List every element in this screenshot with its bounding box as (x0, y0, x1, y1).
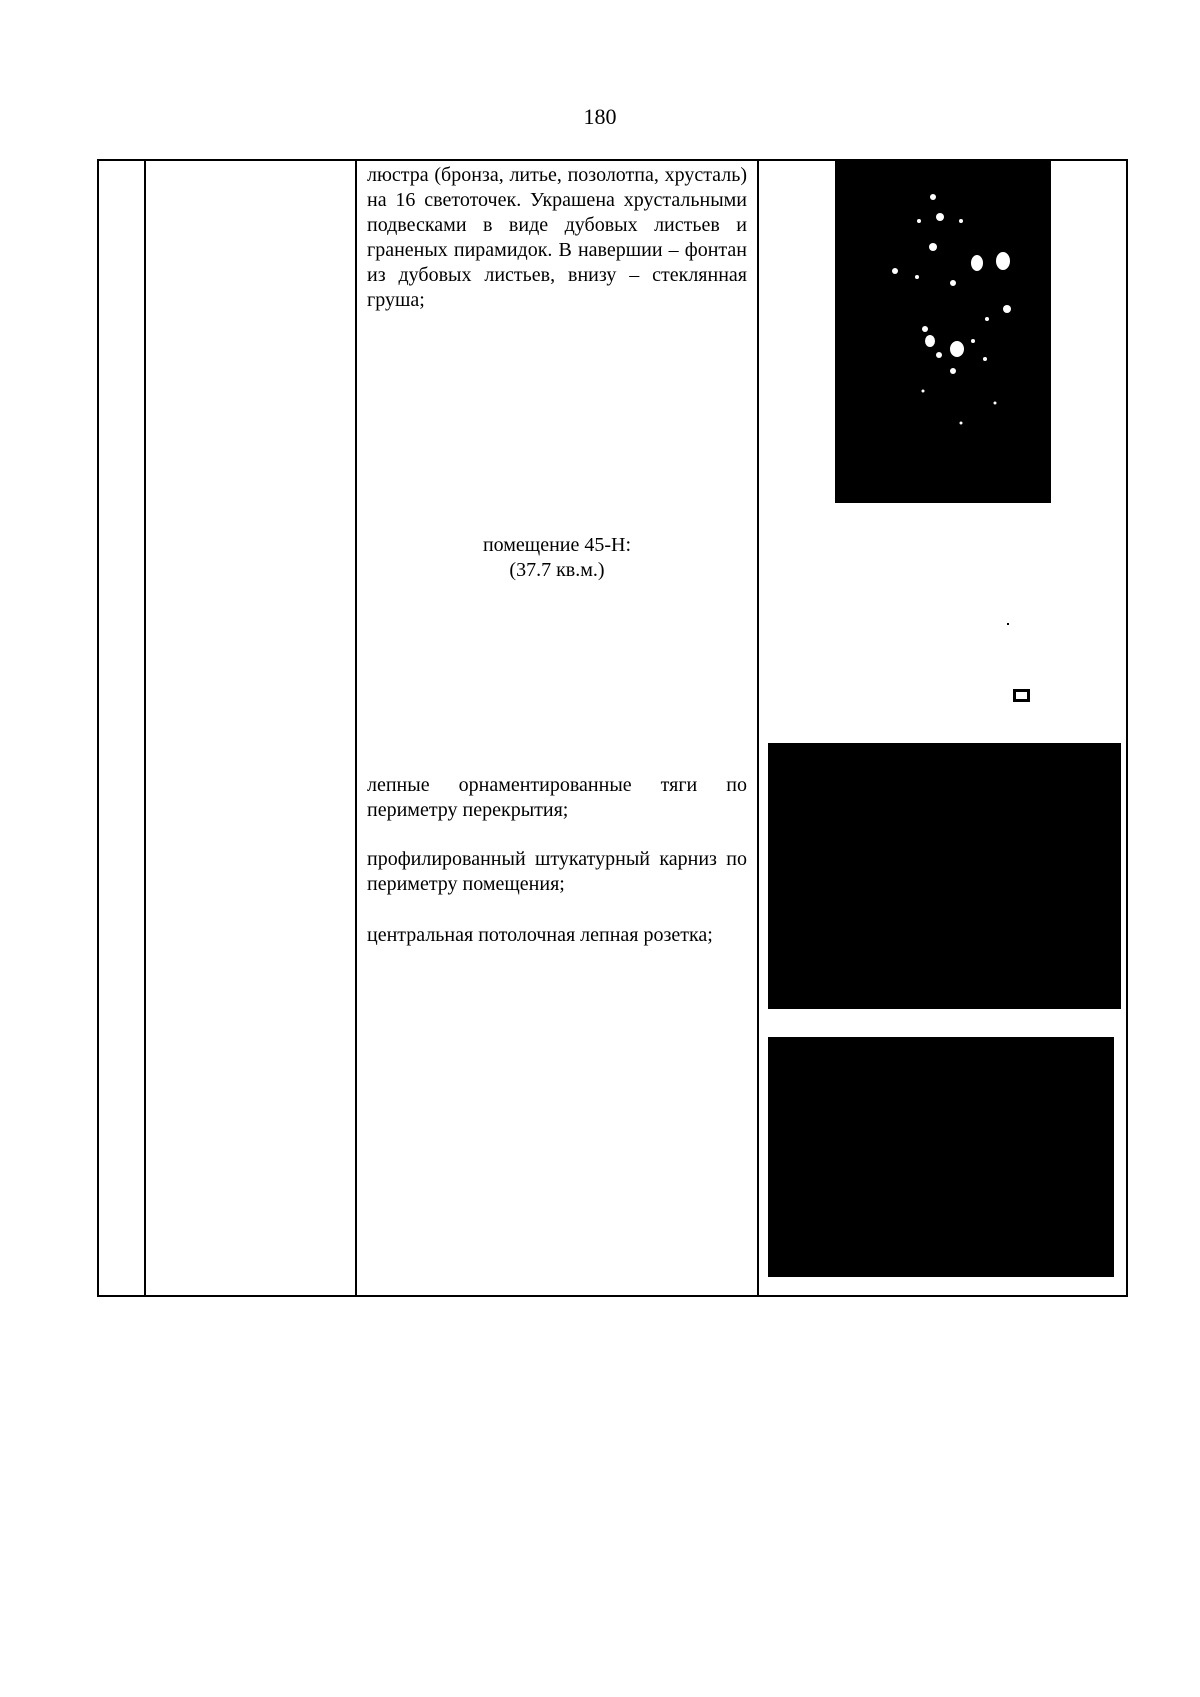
chandelier-photo (835, 159, 1051, 503)
room-area: (37.7 кв.м.) (509, 559, 605, 581)
column-divider-1 (144, 161, 146, 1295)
ceiling-photo-1 (768, 743, 1121, 1009)
room-heading (367, 533, 747, 583)
column-divider-3 (757, 161, 759, 1295)
ceiling-photo-2 (768, 1037, 1114, 1277)
chandelier-description: люстра (бронза, литье, позолотпа, хрусталь) на 16 светоточек. Украшена хрустальными подвесками в виде дубовых листьев и граненых пирамидок. В навершии – фонтан из дубовых листьев, внизу – стеклянная груша; (367, 164, 747, 311)
column-divider-2 (355, 161, 357, 1295)
item-rosette: центральная потолочная лепная розетка; (367, 924, 713, 946)
page-number: 180 (583, 104, 617, 129)
room-number: помещение 45-Н: (482, 534, 632, 556)
item-cornice: профилированный штукатурный карниз по периметру помещения; (367, 848, 747, 895)
chandelier-glints (835, 159, 1051, 503)
item-moldings: лепные орнаментированные тяги по периметру перекрытия; (367, 774, 747, 821)
speck (1007, 623, 1009, 625)
small-square-mark (1013, 689, 1030, 702)
heritage-table (97, 159, 1128, 1297)
